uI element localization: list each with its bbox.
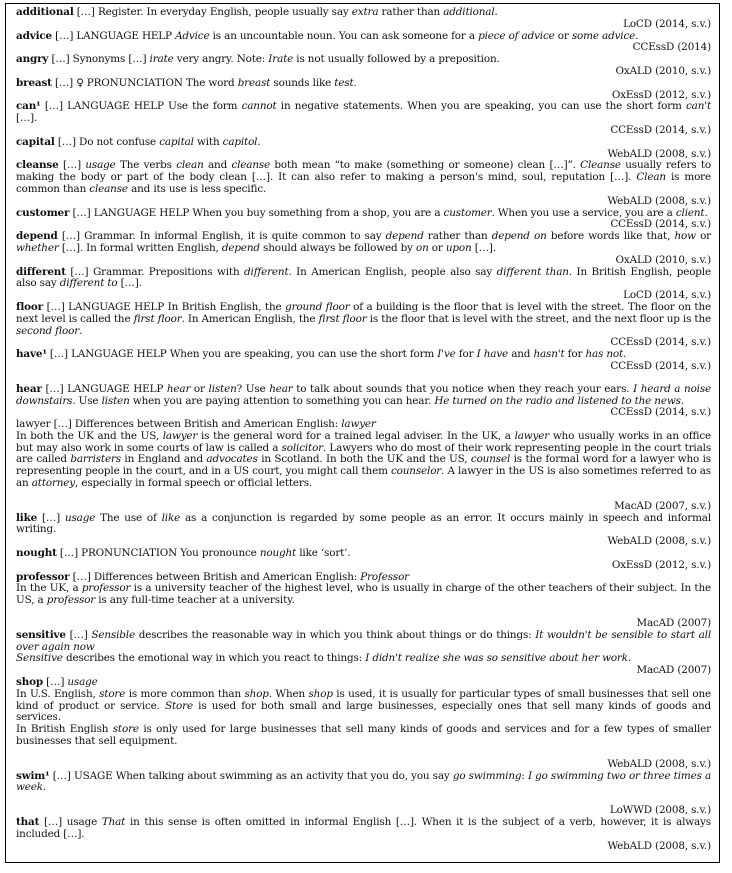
definition-text: […] [37,511,65,524]
italic-term: usage [85,159,116,172]
dictionary-entry [16,384,711,419]
dictionary-entry [16,160,711,207]
headword: floor [16,300,44,313]
dictionary-entry [16,349,711,384]
definition-text: and its use is less specific. [127,182,267,195]
source-citation: LoCD (2014, s.v.) [623,289,711,302]
italic-term: irate [149,53,174,66]
definition-text: In both the UK and the US, [16,429,163,442]
definition-text: ? Use [236,382,270,395]
source-citation: WebALD (2008, s.v.) [607,147,711,160]
definition-text: […] Differences between British and American English: [50,418,342,431]
headword: nought [16,547,57,560]
definition-text: or [190,382,209,395]
definition-text: […] LANGUAGE HELP Use the form [40,100,242,113]
definition-text: as a conjunction is regarded by some people as an error. It occurs mainly in speech and informal writing. [16,511,711,536]
italic-term: capitol [222,135,258,148]
entry-text [16,267,711,291]
definition-text: : [521,769,528,782]
definition-text: . [257,135,261,148]
italic-term: listen [208,382,237,395]
entry-text [16,349,711,361]
italic-term: on [416,241,429,254]
source-citation: OxEssD (2012, s.v.) [611,558,711,571]
spacer [16,490,711,501]
dictionary-entry [16,630,711,677]
definition-text: who usually works in an office but may also work in some courts of law is called a [16,429,711,454]
dictionary-entry [16,771,711,817]
source-citation: CCEssD (2014, s.v.) [610,406,711,419]
definition-text: for [455,348,477,361]
definition-text: very angry. Note: [173,53,269,66]
definition-text: to talk about sounds that you notice when they reach your ears. [292,382,634,395]
definition-text: in negative statements. When you are speaking, you can use the short form [276,100,686,113]
definition-text: . [635,29,639,42]
spacer [16,794,711,805]
headword: angry [16,53,49,66]
dictionary-entry [16,677,711,771]
italic-term: hasn't [533,348,565,361]
italic-term: I heard a noise downstairs [16,382,712,407]
source-citation: LoWWD (2008, s.v.) [609,804,711,817]
definition-text: . [353,76,357,89]
definition-text: is used, it is usually for particular types of small businesses that sell one kind of product or service. [16,687,712,712]
italic-term: shop [308,687,333,700]
italic-term: extra [351,6,379,18]
headword: depend [16,230,58,243]
italic-term: go swimming [452,769,522,782]
definition-text: in this sense is often omitted in informal English […]. When it is the subject of a verb, however, it is always included […]. [16,816,711,840]
dictionary-entry [16,101,711,136]
definition-text: is not usually followed by a preposition. [293,53,500,66]
dictionary-entry [16,267,711,302]
entry-text [16,677,711,748]
entry-text [16,817,711,841]
definition-text: before words like that, [546,230,675,243]
italic-term: That [101,816,126,828]
definition-text: when you are paying attention to something you can hear. [129,394,435,407]
definition-text: […] LANGUAGE HELP When you buy something from a shop, you are a [69,206,444,219]
italic-term: cannot [241,100,277,113]
definition-text: rather than [378,6,444,18]
dictionary-entry [16,231,711,266]
italic-term: depend [385,230,424,243]
dictionary-entry [16,548,711,572]
definition-text: sounds like [270,76,335,89]
entry-text [16,771,711,795]
entry-text [16,137,711,149]
italic-term: first floor [133,312,182,325]
definition-text: is the formal word for a lawyer who is representing people in the court, and in a US court, you might call them [16,453,711,478]
italic-term: different than [496,265,569,278]
italic-term: ground floor [285,300,350,313]
source-citation: CCEssD (2014, s.v.) [610,359,711,372]
headword: have¹ [16,348,47,361]
headword: like [16,511,38,524]
italic-term: usage [67,676,98,689]
italic-term: test [334,76,354,89]
entry-text [16,548,711,560]
italic-term: Store [165,699,193,712]
italic-term: client [675,206,705,219]
definition-text: […] Synonyms […] [48,53,150,66]
source-citation: OxALD (2010, s.v.) [615,64,711,77]
italic-term: capital [159,135,194,148]
dictionary-entry [16,137,711,161]
italic-term: Clean [636,171,666,184]
definition-text: is a university teacher of the highest level, who is usually in charge of the other teachers of their subject. In the US, a [16,582,711,607]
italic-term: professor [81,582,131,595]
dictionary-entry [16,31,711,55]
dictionary-entry [16,7,711,31]
definition-text: is an uncountable noun. You can ask someone for a [209,29,479,42]
italic-term: how [674,230,696,243]
source-citation: MacAD (2007, s.v.) [614,499,711,512]
headword: advice [16,29,53,42]
italic-term: breast [237,76,271,89]
source-citation: OxEssD (2012, s.v.) [611,88,711,101]
headword: cleanse [16,159,59,172]
headword: sensitive [16,628,66,641]
definition-text: is the general word for a trained legal adviser. In the UK, a [197,429,515,442]
definition-text: […] Grammar. In informal English, it is quite common to say [57,230,386,243]
source-citation: MacAD (2007) [636,664,711,677]
headword: that [16,816,40,828]
definition-text: […]. [117,277,142,290]
definition-text: […] LANGUAGE HELP In British English, the [43,300,286,313]
italic-term: depend [221,241,260,254]
definition-text: […] Register. In everyday English, people usually say [73,6,352,18]
entry-text [16,572,711,607]
italic-term: Advice [175,29,210,42]
definition-text: […]. [16,112,38,125]
definition-text: in Scotland. In both the UK and the US, [257,453,471,466]
italic-term: attorney [31,477,76,490]
italic-term: counselor [390,465,442,478]
italic-term: cleanse [89,182,128,195]
italic-term: store [99,687,126,700]
definition-text: and [203,159,232,172]
italic-term: depend on [491,230,547,243]
headword: lawyer [16,418,51,431]
italic-term: barristers [70,453,121,466]
italic-term: listen [101,394,130,407]
italic-term: whether [16,241,59,254]
definition-text: is used for both small and large businesses, especially ones that sell many kinds of goods and services. [16,699,712,724]
definition-text: The use of [95,511,162,524]
italic-term: Sensitive [16,652,63,665]
italic-term: piece of advice [478,29,555,42]
definition-text: . [494,6,498,18]
definition-text: […]. [471,241,496,254]
entry-text [16,101,711,125]
definition-text: . [623,348,627,361]
definition-text: […] [43,676,68,689]
definition-text: is only used for large businesses that sell many kinds of goods and services and for a few types of smaller businesses that sell equipment. [16,723,711,748]
dictionary-excerpt-box [5,3,720,863]
definition-text: […] USAGE When talking about swimming as an activity that you do, you say [49,769,453,782]
definition-text: or [428,241,446,254]
definition-text: is any full-time teacher at a university. [95,594,295,607]
italic-term: advocates [206,453,258,466]
definition-text: . Lawyers who do most of their work representing people in the court trials are called [16,441,711,466]
definition-text: . [42,781,47,794]
italic-term: He turned on the radio and listened to the news [434,394,681,407]
dictionary-entry [16,78,711,102]
italic-term: some advice [571,29,636,42]
definition-text: […] usage [39,816,102,828]
headword: shop [16,676,44,689]
dictionary-entry [16,817,711,852]
dictionary-entry [16,208,711,232]
definition-text: is more common than [16,171,711,195]
italic-term: usage [64,511,96,524]
italic-term: different to [59,277,118,290]
definition-text: . When [268,687,309,700]
headword: breast [16,76,52,89]
definition-text: should always be followed by [259,241,416,254]
italic-term: professor [46,594,96,607]
entry-text [16,54,711,66]
italic-term: shop [244,687,269,700]
definition-text: . [704,206,708,219]
italic-term: lawyer [341,418,376,431]
headword: professor [16,570,70,583]
source-citation: CCEssD (2014, s.v.) [610,218,711,231]
definition-text: describes the reasonable way in which you think about things or do things: [134,628,536,641]
spacer [16,607,711,618]
entry-text [16,384,711,408]
definition-text: is the floor that is level with the street, and the next floor up is the [366,312,711,325]
entry-text [16,160,711,195]
italic-term: solicitor [281,441,323,454]
definition-text: . [79,324,83,337]
definition-text: […] PRONUNCIATION You pronounce [56,547,260,560]
italic-term: lawyer [514,429,550,442]
definition-text: is more common than [125,687,245,700]
definition-text: In U.S. English, [16,687,100,700]
italic-term: hear [166,382,191,395]
italic-term: like [161,511,181,524]
source-citation: WebALD (2008, s.v.) [607,194,711,207]
entry-text [16,208,711,220]
source-citation: WebALD (2008, s.v.) [607,535,711,548]
italic-term: cleanse [231,159,271,172]
definition-text: […] ♀ PRONUNCIATION The word [51,76,238,89]
definition-text: […]. In formal written English, [58,241,222,254]
definition-text: . A lawyer in the US is also sometimes referred to as an [16,465,711,490]
italic-term: nought [259,547,297,560]
italic-term: second floor [16,324,80,337]
definition-text: . Use [72,394,102,407]
italic-term: Cleanse [580,159,621,172]
definition-text: . In American English, people also say [288,265,497,278]
definition-text: […] [65,628,92,641]
definition-text: or [554,29,572,42]
definition-text: In the UK, a [16,582,82,595]
definition-text: describes the emotional way in which you react to things: [62,652,366,665]
italic-term: clean [176,159,204,172]
headword: capital [16,135,55,148]
italic-term: Professor [360,570,409,583]
source-citation: MacAD (2007) [636,617,711,630]
dictionary-entry [16,513,711,548]
italic-term: It wouldn't be sensible to start all over again now [16,628,712,653]
definition-text: for [564,348,586,361]
definition-text: like ‘sort’. [296,547,351,560]
definition-text: […] [58,159,86,172]
definition-text: […] Differences between British and American English: [69,570,361,583]
italic-term: has not [585,348,624,361]
source-citation: WebALD (2008, s.v.) [607,757,711,770]
definition-text: The verbs [115,159,177,172]
source-citation: OxALD (2010, s.v.) [615,253,711,266]
headword: swim¹ [16,769,50,782]
definition-text: […] Grammar. Prepositions with [65,265,245,278]
definition-text: and [508,348,534,361]
italic-term: customer [443,206,492,219]
source-citation: CCEssD (2014, s.v.) [610,123,711,136]
italic-term: Sensible [91,628,135,641]
definition-text: In British English [16,723,113,736]
entry-text [16,31,711,43]
definition-text: […] Do not confuse [54,135,160,148]
definition-text: rather than [423,230,492,243]
italic-term: store [112,723,139,736]
source-citation: LoCD (2014, s.v.) [623,17,711,30]
headword: customer [16,206,70,219]
source-citation: WebALD (2008, s.v.) [607,839,711,852]
italic-term: upon [445,241,472,254]
dictionary-entry [16,54,711,78]
definition-text: in England and [120,453,207,466]
source-citation: CCEssD (2014) [632,41,711,54]
italic-term: I go swimming two or three times a week [16,769,711,794]
definition-text: usually refers to making the body or part of the body clean […]. It can also refer to making a person's mind, soul, reputation […]. [16,159,711,184]
definition-text: . When you use a service, you are a [491,206,676,219]
definition-text: […] LANGUAGE HELP When you are speaking, you can use the short form [46,348,438,361]
italic-term: additional [443,6,495,18]
entry-text [16,302,711,337]
italic-term: hear [269,382,293,395]
italic-term: different [244,265,289,278]
definition-text: or [695,230,711,243]
headword: can¹ [16,100,41,113]
entry-text [16,419,711,490]
definition-text: […] LANGUAGE HELP [52,29,176,42]
headword: additional [16,6,74,18]
entry-text [16,78,711,90]
italic-term: I didn't realize she was so sensitive about her work [365,652,628,665]
entry-text [16,630,711,665]
headword: different [16,265,66,278]
entry-text [16,513,711,537]
italic-term: first floor [318,312,367,325]
definition-text: of a building is the floor that is level with the street. The floor on the next level is called the [16,300,711,325]
source-citation: CCEssD (2014, s.v.) [610,336,711,349]
entry-text [16,7,711,19]
definition-text: . [627,652,632,665]
italic-term: Irate [268,53,294,66]
definition-text: both mean “to make (something or someone) clean […]”. [270,159,581,172]
definition-text: . In British English, people also say [16,265,711,290]
dictionary-entry [16,419,711,513]
definition-text: […] LANGUAGE HELP [41,382,167,395]
italic-term: counsel [470,453,511,466]
definition-text: with [193,135,223,148]
definition-text: , especially in formal speech or official letters. [75,477,313,490]
italic-term: can't [686,100,711,113]
italic-term: I've [437,348,456,361]
dictionary-entry [16,302,711,349]
headword: hear [16,382,42,395]
entry-text [16,231,711,255]
italic-term: lawyer [162,429,198,442]
definition-text: . [680,394,684,407]
dictionary-entry [16,572,711,630]
definition-text: . In American English, the [181,312,319,325]
italic-term: I have [476,348,509,361]
